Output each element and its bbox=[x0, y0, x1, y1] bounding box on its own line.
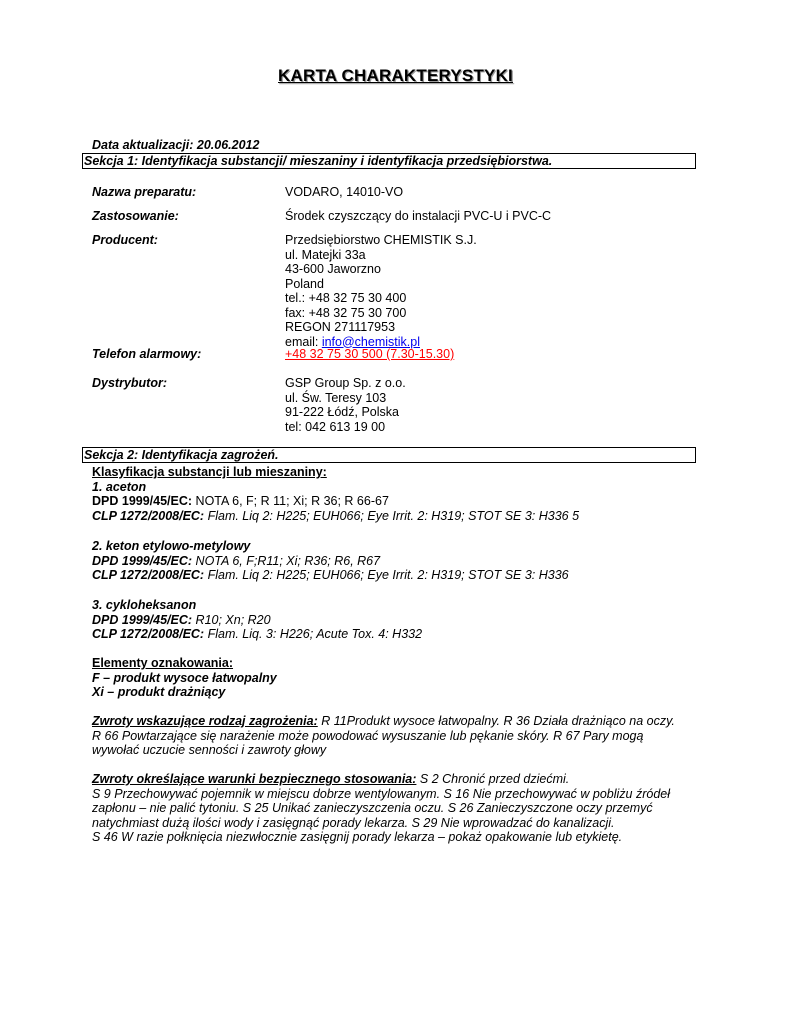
producer-address bbox=[285, 233, 477, 349]
r-phrases-text: R 11Produkt wysoce łatwopalny. R 36 Działa drażniąco na oczy. bbox=[317, 714, 675, 728]
product-name-label: Nazwa preparatu: bbox=[92, 185, 197, 199]
producer-line: REGON 271117953 bbox=[285, 320, 396, 334]
producer-line: ul. Matejki 33a bbox=[285, 247, 366, 262]
labeling-item: Xi – produkt drażniący bbox=[92, 685, 226, 700]
emergency-phone-value-wrapper bbox=[285, 347, 454, 362]
section-2-header: Sekcja 2: Identyfikacja zagrożeń. bbox=[82, 447, 696, 463]
clp-line bbox=[92, 568, 712, 583]
dpd-value: NOTA 6, F;R11; Xi; R36; R6, R67 bbox=[192, 553, 381, 568]
dpd-value: NOTA 6, F; R 11; Xi; R 36; R 66-67 bbox=[192, 494, 389, 509]
usage-label: Zastosowanie: bbox=[92, 209, 179, 223]
r-phrases-line bbox=[92, 714, 712, 729]
clp-value: Flam. Liq. 3: H226; Acute Tox. 4: H332 bbox=[204, 627, 423, 642]
document-title: KARTA CHARAKTERYSTYKI bbox=[278, 66, 513, 85]
s-phrases-block bbox=[92, 772, 712, 845]
usage-value: Środek czyszczący do instalacji PVC-U i PVC-C bbox=[285, 209, 552, 223]
update-date: Data aktualizacji: 20.06.2012 bbox=[92, 138, 260, 152]
producer-line: Przedsiębiorstwo CHEMISTIK S.J. bbox=[285, 233, 477, 247]
email-prefix: email: bbox=[285, 334, 322, 349]
s-phrases-line: natychmiast dużą ilości wody i zasięgnąć porady lekarza. S 29 Nie wprowadzać do kanalizacji. bbox=[92, 815, 615, 830]
distributor-line: GSP Group Sp. z o.o. bbox=[285, 376, 406, 390]
dpd-line bbox=[92, 494, 712, 509]
clp-label: CLP 1272/2008/EC: bbox=[92, 568, 205, 583]
substance-3-block bbox=[92, 598, 712, 642]
s-phrases-line: S 46 W razie połknięcia niezwłocznie zasięgnij porady lekarza – pokaż opakowanie lub etykietę. bbox=[92, 830, 623, 845]
producer-line: fax: +48 32 75 30 700 bbox=[285, 305, 407, 320]
labeling-heading: Elementy oznakowania: bbox=[92, 656, 234, 670]
clp-line bbox=[92, 509, 712, 524]
producer-label: Producent: bbox=[92, 233, 158, 247]
dpd-label: DPD 1999/45/EC: bbox=[92, 612, 193, 627]
s-phrases-line: S 9 Przechowywać pojemnik w miejscu dobrze wentylowanym. S 16 Nie przechowywać w pobliżu źródeł bbox=[92, 786, 671, 801]
producer-line: Poland bbox=[285, 276, 324, 291]
producer-line: 43-600 Jaworzno bbox=[285, 262, 381, 276]
classification-block bbox=[92, 465, 712, 523]
labeling-item: F – produkt wysoce łatwopalny bbox=[92, 670, 277, 685]
substance-name: 2. keton etylowo-metylowy bbox=[92, 539, 251, 553]
classification-heading: Klasyfikacja substancji lub mieszaniny: bbox=[92, 465, 327, 479]
s-phrases-line: zapłonu – nie palić tytoniu. S 25 Unikać zanieczyszczenia oczu. S 26 Zanieczyszczone oczy przemyć bbox=[92, 801, 653, 816]
clp-label: CLP 1272/2008/EC: bbox=[92, 508, 205, 523]
dpd-value: R10; Xn; R20 bbox=[192, 612, 271, 627]
emergency-phone-label: Telefon alarmowy: bbox=[92, 347, 202, 361]
clp-value: Flam. Liq 2: H225; EUH066; Eye Irrit. 2: H319; STOT SE 3: H336 5 bbox=[204, 508, 580, 523]
section-1-header: Sekcja 1: Identyfikacja substancji/ mieszaniny i identyfikacja przedsiębiorstwa. bbox=[82, 153, 696, 169]
dpd-label: DPD 1999/45/EC: bbox=[92, 553, 193, 568]
distributor-line: ul. Św. Teresy 103 bbox=[285, 390, 387, 405]
distributor-line: tel: 042 613 19 00 bbox=[285, 419, 386, 434]
clp-line bbox=[92, 627, 712, 642]
distributor-line: 91-222 Łódź, Polska bbox=[285, 405, 399, 419]
dpd-label: DPD 1999/45/EC: bbox=[92, 494, 193, 509]
distributor-address bbox=[285, 376, 406, 434]
substance-name: 1. aceton bbox=[92, 479, 147, 494]
dpd-line bbox=[92, 613, 712, 628]
product-name-value: VODARO, 14010-VO bbox=[285, 185, 404, 199]
email-link[interactable]: info@chemistik.pl bbox=[321, 334, 420, 349]
distributor-label: Dystrybutor: bbox=[92, 376, 168, 390]
producer-line: tel.: +48 32 75 30 400 bbox=[285, 291, 407, 305]
substance-2-block bbox=[92, 539, 712, 583]
r-phrases-block bbox=[92, 714, 712, 758]
dpd-line bbox=[92, 554, 712, 569]
s-phrases-heading: Zwroty określające warunki bezpiecznego stosowania: bbox=[92, 772, 417, 786]
r-phrases-line: R 66 Powtarzające się narażenie może powodować wysuszanie lub pękanie skóry. R 67 Pary mogą bbox=[92, 728, 644, 743]
labeling-block bbox=[92, 656, 712, 700]
clp-value: Flam. Liq 2: H225; EUH066; Eye Irrit. 2: H319; STOT SE 3: H336 bbox=[204, 568, 569, 583]
r-phrases-line: wywołać uczucie senności i zawroty głowy bbox=[92, 743, 327, 758]
r-phrases-heading: Zwroty wskazujące rodzaj zagrożenia: bbox=[92, 714, 318, 728]
s-phrases-text: S 2 Chronić przed dziećmi. bbox=[416, 772, 570, 786]
clp-label: CLP 1272/2008/EC: bbox=[92, 627, 205, 642]
emergency-phone-link[interactable]: +48 32 75 30 500 (7.30-15.30) bbox=[285, 347, 455, 361]
substance-name: 3. cykloheksanon bbox=[92, 598, 197, 612]
s-phrases-line bbox=[92, 772, 712, 787]
